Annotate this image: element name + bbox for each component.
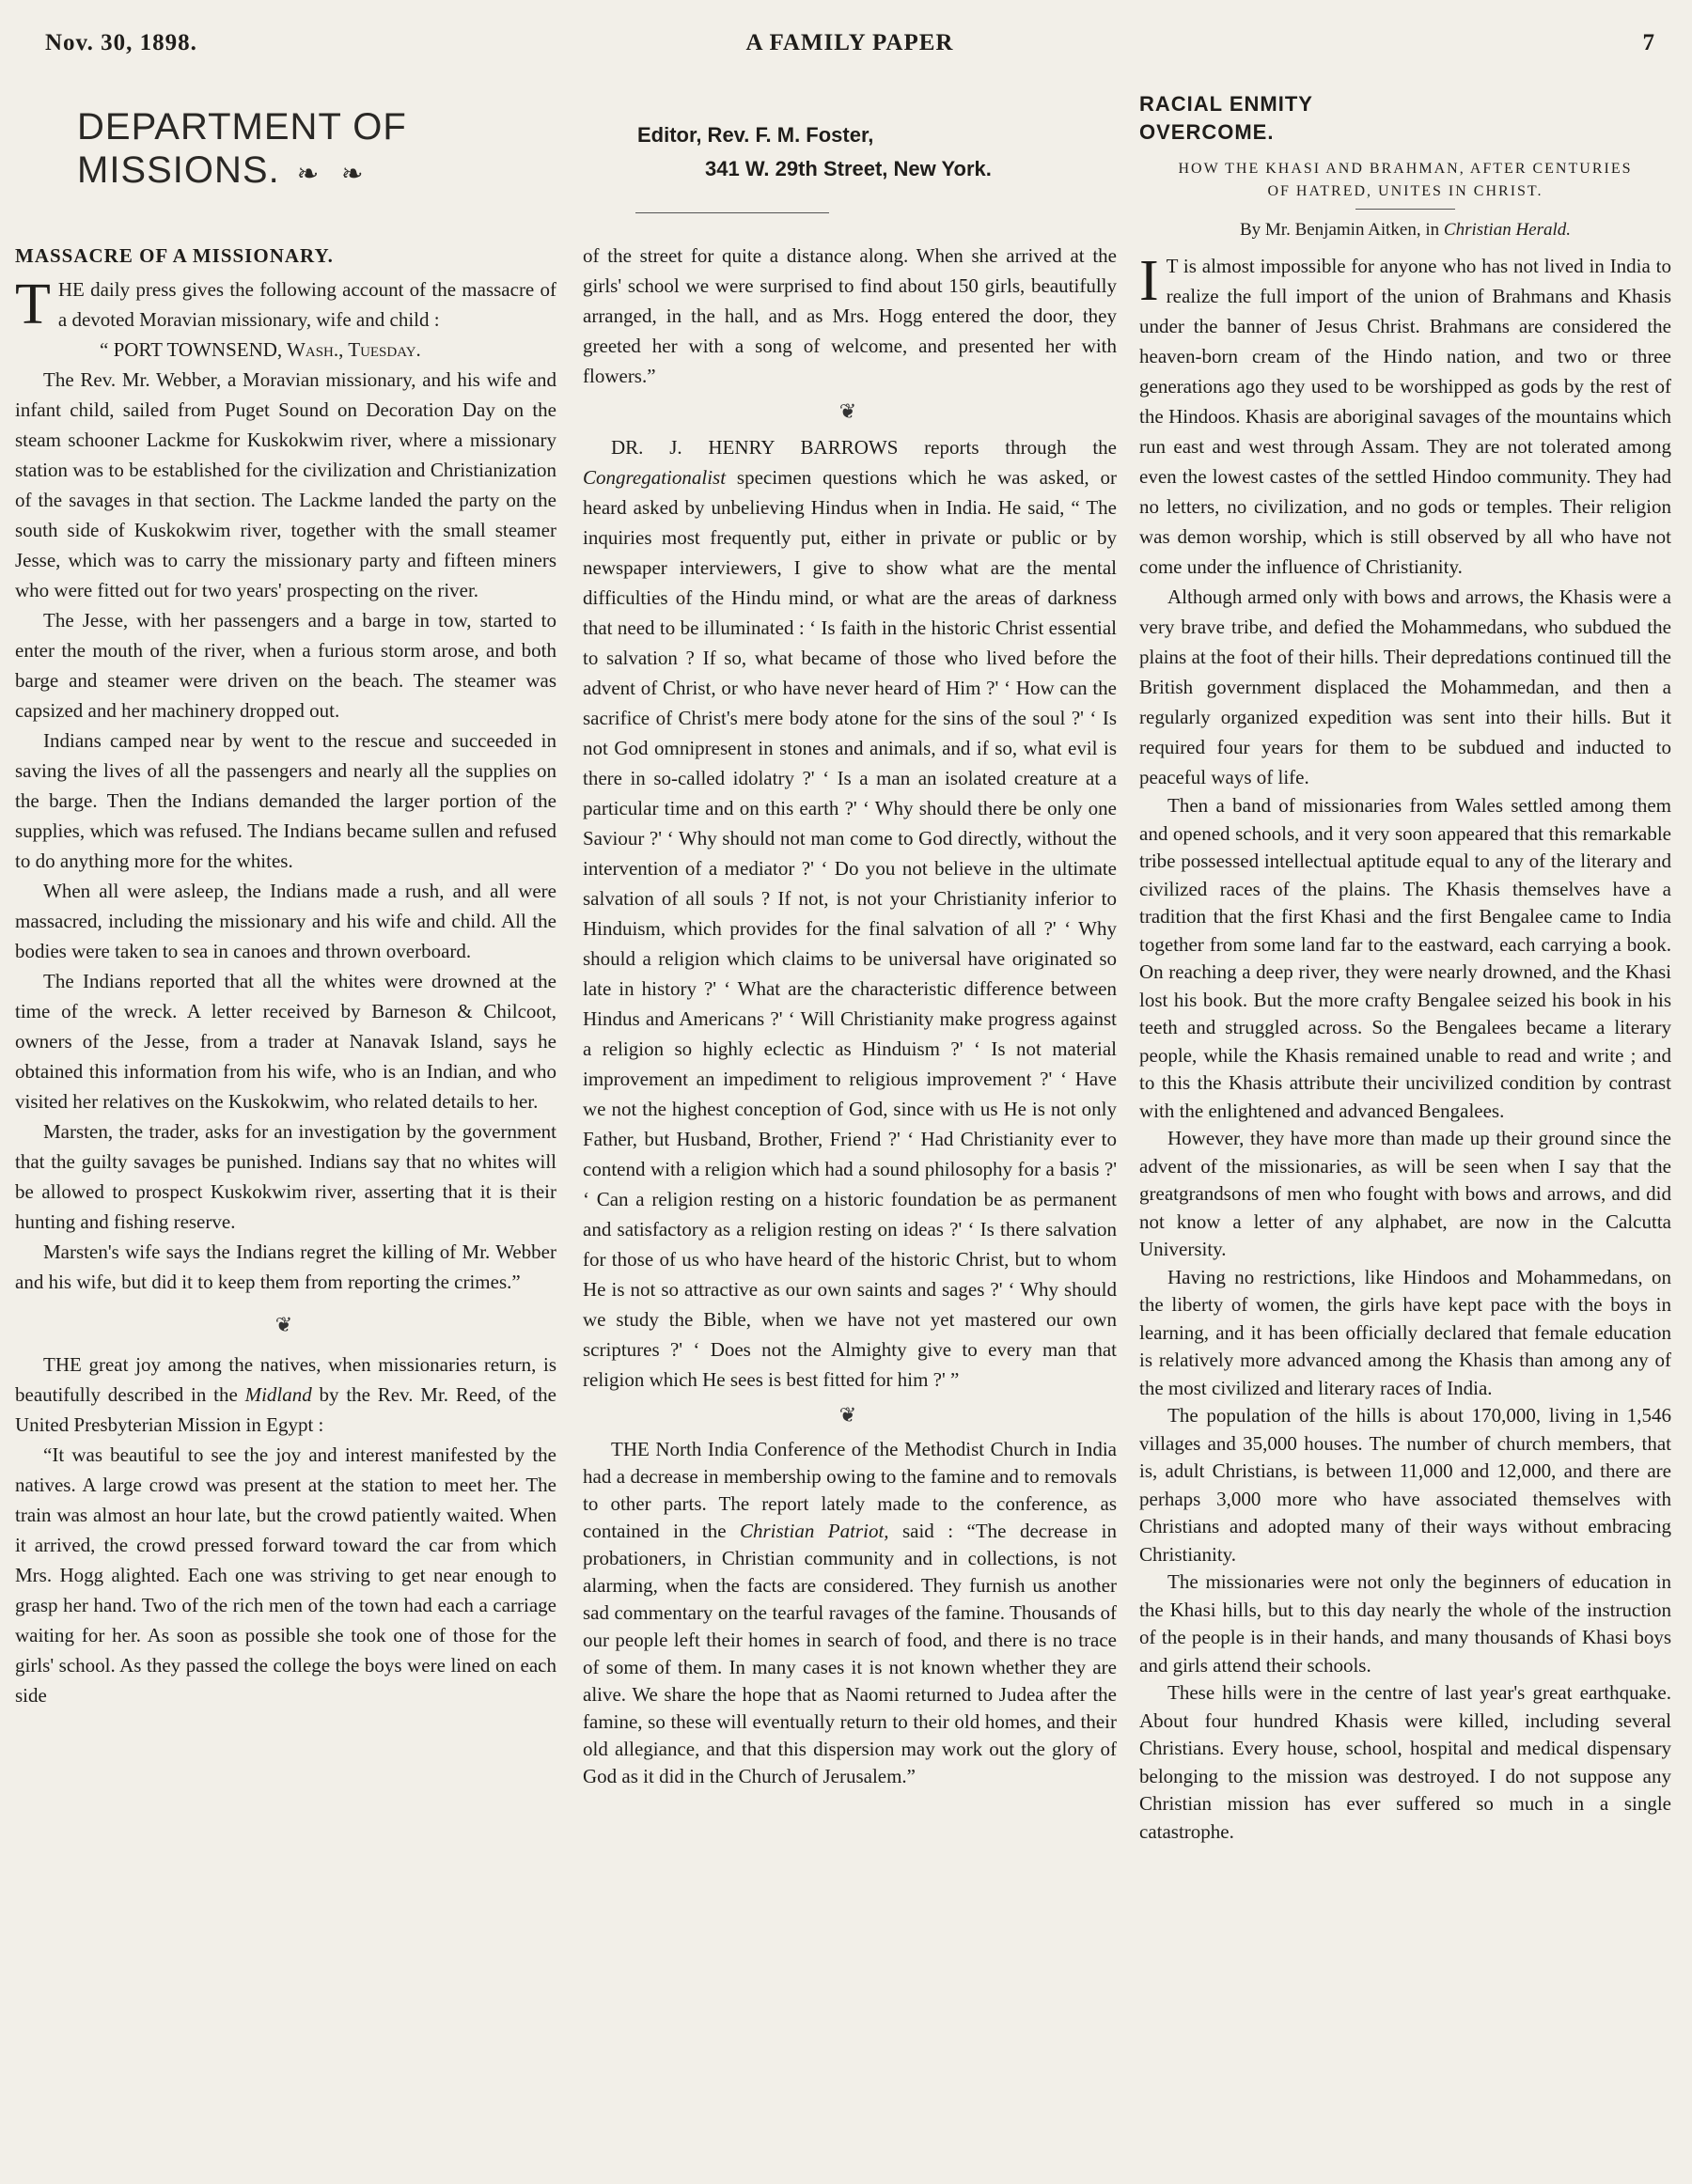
article-paragraph: Then a band of missionaries from Wales settled among them and opened schools, and it very soon appeared that this remarkable tribe possessed intellectual aptitude equal to any of the literary and civilized races of the plains. The Khasis themselves have a tradition that the first Khasi and the first Bengalee came to India together from some land far to the eastward, each carrying a book. On reaching a deep river, they were nearly drowned, and the Khasi lost his book. But the more crafty Bengalee seized his book in his teeth and struggled across. So the Bengalees became a literary people, while the Khasis remained unable to read and write ; and to this the Khasis attribute their uncivilized condition by contrast with the enlightened and advanced Bengalees.	[1139, 794, 1671, 1122]
article-paragraph: The Rev. Mr. Webber, a Moravian missionary, and his wife and infant child, sailed from Puget Sound on Decoration Day on the steam schooner Lackme for Kuskokwim river, where a missionary station was to be established for the civilization and Christianization of the savages in that section. The Lackme landed the party on the south side of Kuskokwim river, together with the small steamer Jesse, which was to carry the missionary party and fifteen miners who were fitted out for two years' prospecting on the river.	[15, 368, 556, 601]
running-head	[45, 30, 1654, 68]
section-ornament: ❦	[838, 399, 861, 423]
byline: By Mr. Benjamin Aitken, in Christian Herald.	[1239, 220, 1572, 240]
article-heading-massacre: MASSACRE OF A MISSIONARY.	[15, 244, 334, 267]
article-paragraph: When all were asleep, the Indians made a rush, and all were massacred, including the missionary and his wife and child. All the bodies were taken to sea in canoes and thrown overboard.	[15, 880, 556, 962]
dateline: “ PORT TOWNSEND, Wash., Tuesday.	[100, 338, 421, 361]
article-paragraph: DR. J. HENRY BARROWS reports through the Congregationalist specimen questions which he was asked, or heard asked by unbelieving Hindus when in India. He said, “ The inquiries most frequently put, either in private or public or by newspaper interviewers, I give to show what are the mental difficulties of the Hindu mind, or what are the areas of darkness that need to be illuminated : ‘ Is faith in the historic Christ essential to salvation ? If so, what became of those who lived before the advent of Christ, or who have never heard of Him ?' ‘ How can the sacrifice of Christ's mere body atone for the sins of the soul ?' ‘ Is not God omnipresent in stones and animals, and if so, what evil is there in so-called idolatry ?' ‘ Is a man an isolated creature at a particular time and on this earth ?' ‘ Why should there be only one Saviour ?' ‘ Why should not man come to God directly, without the intervention of a mediator ?' ‘ Do you not believe in the ultimate salvation of all souls ? If not, is not your Christianity inferior to Hinduism, which provides for the final salvation of all ?' ‘ Why should a religion which claims to be universal have originated so late in history ?' ‘ What are the characteristic difference between Hindus and Americans ?' ‘ Will Christianity make progress against a religion so highly eclectic as Hinduism ?' ‘ Is not material improvement an impediment to religious improvement ?' ‘ Have we not the highest conception of God, since with us He is not only Father, but Husband, Brother, Friend ?' ‘ Had Christianity ever to contend with a religion which had a sound philosophy for a basis ?' ‘ Can a religion resting on a historic foundation be as permanent and satisfactory as a religion resting on ideas ?' ‘ Is there salvation for those of us who have heard of the historic Christ, but to whom He is not so attractive as our own saints and sages ?' ‘ Why should we study the Bible, when we have not yet mastered our own scriptures ?' ‘ Does not the Almighty give to every man that religion which He sees is best fitted for him ?' ”	[583, 436, 1118, 1391]
column-2	[583, 241, 1117, 1790]
article-paragraph: Indians camped near by went to the rescue and succeeded in saving the lives of all the passengers and nearly all the supplies on the barge. Then the Indians demanded the larger portion of the supplies, which was refused. The Indians became sullen and refused to do anything more for the whites.	[15, 729, 556, 872]
article-subtitle: HOW THE KHASI AND BRAHMAN, AFTER CENTURIES OF HATRED, UNITES IN CHRIST.	[1178, 161, 1633, 199]
column-3	[1139, 90, 1671, 1846]
editor-credit	[637, 118, 1079, 186]
article-paragraph: These hills were in the centre of last year's great earthquake. About four hundred Khasis were killed, including several Christians. Every house, school, hospital and medical dispensary belonging to the mission was destroyed. I do not suppose any Christian mission has ever suffered so much in a single catastrophe.	[1139, 1681, 1671, 1843]
section-ornament: ❦	[274, 1313, 297, 1336]
article-paragraph: Having no restrictions, like Hindoos and Mohammedans, on the liberty of women, the girls have kept pace with the boys in learning, and it has been officially declared that female education is relatively more advanced among the Khasis than among any of the most civilized and literary races of India.	[1139, 1265, 1671, 1399]
article-paragraph: of the street for quite a distance along. When she arrived at the girls' school we were surprised to find about 150 girls, beautifully arranged, in the hall, and as Mrs. Hogg entered the door, they greeted her with a song of welcome, and presented her with flowers.”	[583, 244, 1117, 387]
drop-cap: I	[1139, 249, 1159, 313]
page-number: 7	[1642, 30, 1654, 55]
article-paragraph: The Indians reported that all the whites were drowned at the time of the wreck. A letter received by Barneson & Chilcoot, owners of the Jesse, from a trader at Nanavak Island, says he obtained this information from his wife, who is an Indian, and who visited her relatives on the Kuskokwim, who related details to her.	[15, 970, 556, 1113]
drop-cap: T	[15, 273, 51, 336]
article-paragraph: THE daily press gives the following account of the massacre of a devoted Moravian missionary, wife and child :	[15, 273, 556, 336]
article-paragraph: The Jesse, with her passengers and a barge in tow, started to enter the mouth of the river, when a furious storm arose, and both barge and steamer were driven on the beach. The steamer was capsized and her machinery dropped out.	[15, 609, 556, 722]
article-paragraph: The missionaries were not only the beginners of education in the Khasi hills, but to this day nearly the whole of the instruction of the people is in their hands, and many thousands of Khasi boys and girls attend their schools.	[1139, 1570, 1671, 1677]
department-title	[77, 105, 509, 195]
article-paragraph: Marsten, the trader, asks for an investigation by the government that the guilty savages be punished. Indians say that no whites will be allowed to prospect Kuskokwim river, asserting that it is their hunting and fishing reserve.	[15, 1120, 556, 1233]
masthead-rule	[635, 212, 829, 213]
fleuron-ornament: ❧ ❧	[296, 159, 371, 188]
editor-address: 341 W. 29th Street, New York.	[705, 157, 992, 180]
article-paragraph: THE North India Conference of the Methodist Church in India had a decrease in membership owing to the famine and to removals to other parts. The report lately made to the conference, as contained in the Christian Patriot, said : “The decrease in probationers, in Christian community and in collections, is not alarming, when the facts are considered. They furnish us another sad commentary on the tearful ravages of the famine. Thousands of our people left their homes in search of food, and there is no trace of some of them. In many cases it is not known whether they are alive. We share the hope that as Naomi returned to Judea after the famine, so these will eventually return to their old homes, and their old allegiance, and that this dispersion may work out the glory of God as it did in the Church of Jerusalem.”	[583, 1438, 1117, 1787]
article-paragraph: “It was beautiful to see the joy and interest manifested by the natives. A large crowd was present at the station to meet her. The train was almost an hour late, but the crowd patiently waited. When it arrived, the crowd pressed forward toward the car from which Mrs. Hogg alighted. Each one was striving to get near enough to grasp her hand. Two of the rich men of the town had each a carriage waiting for her. As soon as possible she took one of those for the girls' school. As they passed the college the boys were lined on each side	[15, 1443, 556, 1707]
article-paragraph: However, they have more than made up their ground since the advent of the missionaries, as will be seen when I say that the greatgrandsons of men who fought with bows and arrows, and did not know a letter of any alphabet, are now in the Calcutta University.	[1139, 1127, 1671, 1260]
issue-date: Nov. 30, 1898.	[45, 30, 197, 55]
editor-name: Editor, Rev. F. M. Foster,	[637, 123, 874, 147]
column-1	[15, 241, 556, 1710]
article-paragraph: The population of the hills is about 170,000, living in 1,546 villages and 35,000 houses. The number of church members, that is, adult Christians, is between 11,000 and 12,000, and there are perhaps 3,000 more who have associated themselves with Christians and adopted many of their ways without embracing Christianity.	[1139, 1404, 1671, 1566]
article-title-racial-enmity: RACIAL ENMITY OVERCOME.	[1139, 92, 1313, 144]
article-paragraph: Marsten's wife says the Indians regret the killing of Mr. Webber and his wife, but did it to keep them from reporting the crimes.”	[15, 1240, 556, 1293]
article-paragraph: I T is almost impossible for anyone who has not lived in India to realize the full import of the union of Brahmans and Khasis under the banner of Jesus Christ. Brahmans are considered the heaven-born cream of the Hindo nation, and two or three generations ago they used to be worshipped as gods by the rest of the Hindoos. Khasis are aboriginal savages of the mountains which run east and west through Assam. They are not tolerated among even the lowest castes of the settled Hindoo community. They had no letters, no civilization, and no gods or temples. Their religion was demon worship, which is still observed by all who have not come under the influence of Christianity.	[1139, 249, 1671, 578]
article-paragraph: THE great joy among the natives, when missionaries return, is beautifully described in the Midland by the Rev. Mr. Reed, of the United Presbyterian Mission in Egypt :	[15, 1353, 556, 1436]
department-title-line1: DEPARTMENT OF	[77, 106, 407, 148]
paper-name: A FAMILY PAPER	[745, 30, 954, 55]
subtitle-rule	[1355, 209, 1455, 210]
section-ornament: ❦	[838, 1403, 861, 1427]
department-title-line2: MISSIONS.	[77, 149, 280, 191]
article-paragraph: Although armed only with bows and arrows, the Khasis were a very brave tribe, and defied the Mohammedans, who subdued the plains at the foot of their hills. Their depredations continued till the British government displaced the Mohammedan, and then a regularly organized expedition was sent into their hills. But it required four years for them to be subdued and inducted to peaceful ways of life.	[1139, 585, 1671, 788]
